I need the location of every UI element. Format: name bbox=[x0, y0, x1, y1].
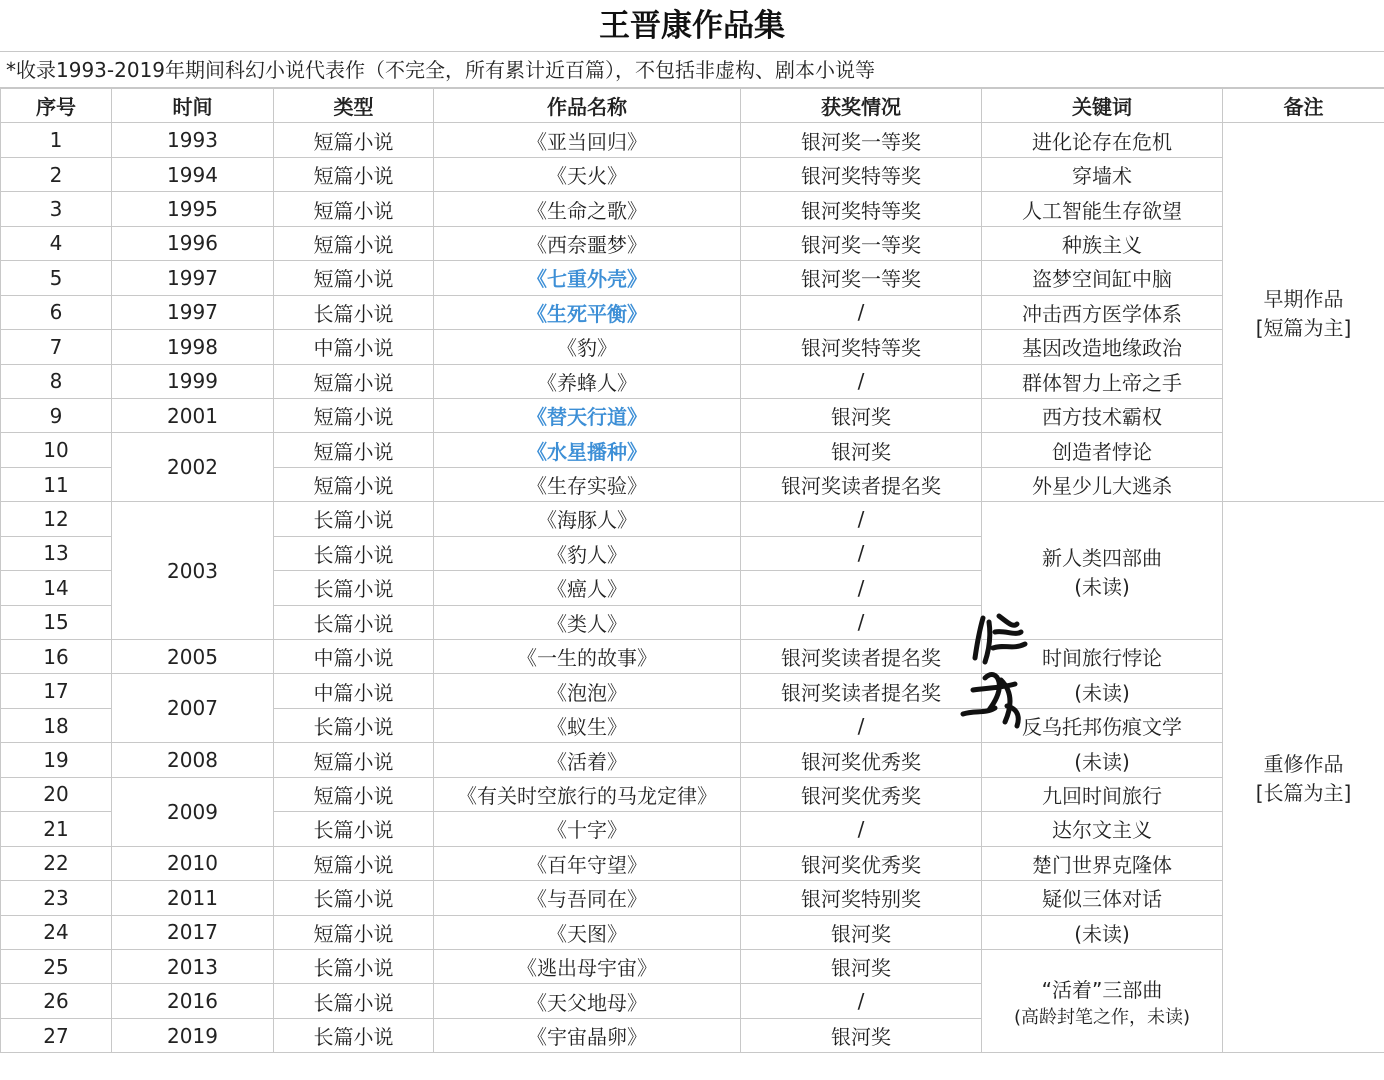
header-no: 序号 bbox=[1, 89, 112, 123]
cell-type: 短篇小说 bbox=[274, 192, 434, 226]
cell-award: / bbox=[741, 605, 982, 639]
cell-type: 短篇小说 bbox=[274, 846, 434, 880]
cell-year: 1994 bbox=[112, 157, 274, 191]
cell-year: 2016 bbox=[112, 984, 274, 1018]
cell-type: 短篇小说 bbox=[274, 777, 434, 811]
cell-type: 长篇小说 bbox=[274, 536, 434, 570]
cell-no: 19 bbox=[1, 743, 112, 777]
table-row bbox=[1, 123, 1384, 157]
keyword-line1: 新人类四部曲 bbox=[1042, 545, 1162, 570]
cell-name: 《一生的故事》 bbox=[434, 640, 741, 674]
cell-name-highlighted: 《生死平衡》 bbox=[434, 295, 741, 329]
cell-type: 长篇小说 bbox=[274, 295, 434, 329]
cell-keyword: 进化论存在危机 bbox=[982, 123, 1223, 157]
cell-year: 1997 bbox=[112, 295, 274, 329]
cell-name: 《豹》 bbox=[434, 330, 741, 364]
header-keyword: 关键词 bbox=[982, 89, 1223, 123]
cell-year: 2010 bbox=[112, 846, 274, 880]
cell-name: 《逃出母宇宙》 bbox=[434, 949, 741, 983]
page-title: 王晋康作品集 bbox=[0, 0, 1384, 52]
cell-name: 《天父地母》 bbox=[434, 984, 741, 1018]
header-year: 时间 bbox=[112, 89, 274, 123]
cell-no: 1 bbox=[1, 123, 112, 157]
cell-keyword: 人工智能生存欲望 bbox=[982, 192, 1223, 226]
cell-award: 银河奖优秀奖 bbox=[741, 777, 982, 811]
cell-type: 短篇小说 bbox=[274, 467, 434, 501]
cell-no: 9 bbox=[1, 398, 112, 432]
cell-award: 银河奖 bbox=[741, 1018, 982, 1052]
cell-keyword: 创造者悖论 bbox=[982, 433, 1223, 467]
cell-type: 短篇小说 bbox=[274, 226, 434, 260]
remark-revised-line2: [长篇为主] bbox=[1255, 781, 1352, 806]
cell-no: 25 bbox=[1, 949, 112, 983]
cell-award: / bbox=[741, 536, 982, 570]
cell-award: / bbox=[741, 295, 982, 329]
cell-type: 长篇小说 bbox=[274, 1018, 434, 1052]
cell-award: / bbox=[741, 708, 982, 742]
cell-no: 24 bbox=[1, 915, 112, 949]
cell-no: 3 bbox=[1, 192, 112, 226]
cell-no: 22 bbox=[1, 846, 112, 880]
cell-award: / bbox=[741, 502, 982, 536]
cell-type: 长篇小说 bbox=[274, 949, 434, 983]
cell-name: 《豹人》 bbox=[434, 536, 741, 570]
cell-name: 《蚁生》 bbox=[434, 708, 741, 742]
cell-keyword: 达尔文主义 bbox=[982, 812, 1223, 846]
table-row bbox=[1, 330, 1384, 364]
cell-name: 《宇宙晶卵》 bbox=[434, 1018, 741, 1052]
cell-keyword: 反乌托邦伤痕文学 bbox=[982, 708, 1223, 742]
cell-keyword: 盗梦空间缸中脑 bbox=[982, 261, 1223, 295]
cell-no: 10 bbox=[1, 433, 112, 467]
remark-revised bbox=[1223, 502, 1384, 1053]
keyword-line2: (未读) bbox=[1074, 574, 1130, 599]
table-header-row bbox=[1, 89, 1384, 123]
cell-year: 2013 bbox=[112, 949, 274, 983]
cell-no: 6 bbox=[1, 295, 112, 329]
cell-no: 15 bbox=[1, 605, 112, 639]
table-row bbox=[1, 157, 1384, 191]
cell-keyword: 基因改造地缘政治 bbox=[982, 330, 1223, 364]
remark-revised-line1: 重修作品 bbox=[1263, 752, 1344, 777]
cell-type: 长篇小说 bbox=[274, 605, 434, 639]
cell-no: 18 bbox=[1, 708, 112, 742]
remark-early-line2: [短篇为主] bbox=[1255, 316, 1352, 341]
remark-early bbox=[1223, 123, 1384, 502]
cell-name: 《海豚人》 bbox=[434, 502, 741, 536]
table-row bbox=[1, 433, 1384, 467]
cell-type: 短篇小说 bbox=[274, 398, 434, 432]
table-row bbox=[1, 295, 1384, 329]
cell-award: 银河奖一等奖 bbox=[741, 123, 982, 157]
cell-no: 2 bbox=[1, 157, 112, 191]
cell-award: / bbox=[741, 571, 982, 605]
cell-keyword: 穿墙术 bbox=[982, 157, 1223, 191]
cell-name: 《活着》 bbox=[434, 743, 741, 777]
cell-year: 2017 bbox=[112, 915, 274, 949]
cell-no: 12 bbox=[1, 502, 112, 536]
cell-keyword: 时间旅行悖论 bbox=[982, 640, 1223, 674]
cell-no: 4 bbox=[1, 226, 112, 260]
cell-no: 26 bbox=[1, 984, 112, 1018]
cell-no: 7 bbox=[1, 330, 112, 364]
cell-year: 2001 bbox=[112, 398, 274, 432]
cell-keyword: 外星少儿大逃杀 bbox=[982, 467, 1223, 501]
header-remark: 备注 bbox=[1223, 89, 1384, 123]
header-type: 类型 bbox=[274, 89, 434, 123]
cell-type: 短篇小说 bbox=[274, 743, 434, 777]
cell-award: 银河奖 bbox=[741, 433, 982, 467]
header-award: 获奖情况 bbox=[741, 89, 982, 123]
cell-award: 银河奖优秀奖 bbox=[741, 743, 982, 777]
cell-name: 《养蜂人》 bbox=[434, 364, 741, 398]
cell-award: 银河奖特别奖 bbox=[741, 881, 982, 915]
cell-award: / bbox=[741, 364, 982, 398]
cell-type: 短篇小说 bbox=[274, 261, 434, 295]
cell-award: 银河奖优秀奖 bbox=[741, 846, 982, 880]
table-row bbox=[1, 502, 1384, 536]
cell-year: 2008 bbox=[112, 743, 274, 777]
table-row bbox=[1, 949, 1384, 983]
cell-name: 《天火》 bbox=[434, 157, 741, 191]
cell-award: 银河奖一等奖 bbox=[741, 226, 982, 260]
cell-type: 长篇小说 bbox=[274, 812, 434, 846]
cell-year: 2009 bbox=[112, 777, 274, 846]
collection-note: *收录1993-2019年期间科幻小说代表作（不完全，所有累计近百篇），不包括非虚构、剧本小说等 bbox=[0, 52, 1384, 88]
header-name: 作品名称 bbox=[434, 89, 741, 123]
cell-year: 1996 bbox=[112, 226, 274, 260]
cell-name: 《与吾同在》 bbox=[434, 881, 741, 915]
cell-no: 11 bbox=[1, 467, 112, 501]
cell-no: 8 bbox=[1, 364, 112, 398]
cell-no: 23 bbox=[1, 881, 112, 915]
cell-type: 长篇小说 bbox=[274, 571, 434, 605]
cell-keyword: 九回时间旅行 bbox=[982, 777, 1223, 811]
cell-award: 银河奖读者提名奖 bbox=[741, 467, 982, 501]
works-table bbox=[0, 88, 1384, 1053]
cell-keyword: (未读) bbox=[982, 674, 1223, 708]
cell-no: 13 bbox=[1, 536, 112, 570]
cell-keyword: (未读) bbox=[982, 743, 1223, 777]
cell-no: 16 bbox=[1, 640, 112, 674]
table-row bbox=[1, 640, 1384, 674]
cell-no: 14 bbox=[1, 571, 112, 605]
cell-keyword-merged bbox=[982, 949, 1223, 1052]
cell-no: 5 bbox=[1, 261, 112, 295]
cell-year: 1993 bbox=[112, 123, 274, 157]
cell-no: 17 bbox=[1, 674, 112, 708]
cell-award: 银河奖特等奖 bbox=[741, 157, 982, 191]
cell-award: 银河奖 bbox=[741, 949, 982, 983]
cell-name: 《十字》 bbox=[434, 812, 741, 846]
cell-year: 1997 bbox=[112, 261, 274, 295]
keyword-line1: “活着”三部曲 bbox=[1041, 977, 1163, 1002]
cell-no: 20 bbox=[1, 777, 112, 811]
table-row bbox=[1, 364, 1384, 398]
cell-award: 银河奖 bbox=[741, 915, 982, 949]
cell-award: 银河奖 bbox=[741, 398, 982, 432]
cell-type: 短篇小说 bbox=[274, 157, 434, 191]
cell-name: 《癌人》 bbox=[434, 571, 741, 605]
remark-early-line1: 早期作品 bbox=[1263, 287, 1344, 312]
cell-name: 《有关时空旅行的马龙定律》 bbox=[434, 777, 741, 811]
cell-keyword: 冲击西方医学体系 bbox=[982, 295, 1223, 329]
cell-name: 《西奈噩梦》 bbox=[434, 226, 741, 260]
cell-type: 长篇小说 bbox=[274, 708, 434, 742]
cell-type: 短篇小说 bbox=[274, 364, 434, 398]
cell-no: 27 bbox=[1, 1018, 112, 1052]
cell-name: 《泡泡》 bbox=[434, 674, 741, 708]
cell-name: 《亚当回归》 bbox=[434, 123, 741, 157]
cell-year: 1995 bbox=[112, 192, 274, 226]
cell-keyword: (未读) bbox=[982, 915, 1223, 949]
cell-type: 中篇小说 bbox=[274, 640, 434, 674]
cell-name: 《类人》 bbox=[434, 605, 741, 639]
cell-award: 银河奖读者提名奖 bbox=[741, 640, 982, 674]
table-row bbox=[1, 674, 1384, 708]
cell-type: 短篇小说 bbox=[274, 123, 434, 157]
cell-year: 2005 bbox=[112, 640, 274, 674]
cell-year: 2003 bbox=[112, 502, 274, 640]
cell-name: 《天图》 bbox=[434, 915, 741, 949]
cell-no: 21 bbox=[1, 812, 112, 846]
cell-keyword-merged bbox=[982, 502, 1223, 640]
table-row bbox=[1, 226, 1384, 260]
cell-keyword: 种族主义 bbox=[982, 226, 1223, 260]
cell-award: 银河奖一等奖 bbox=[741, 261, 982, 295]
cell-year: 2007 bbox=[112, 674, 274, 743]
cell-year: 2011 bbox=[112, 881, 274, 915]
cell-name: 《生存实验》 bbox=[434, 467, 741, 501]
cell-name-highlighted: 《水星播种》 bbox=[434, 433, 741, 467]
cell-award: 银河奖特等奖 bbox=[741, 192, 982, 226]
table-row bbox=[1, 398, 1384, 432]
cell-award: 银河奖特等奖 bbox=[741, 330, 982, 364]
cell-type: 中篇小说 bbox=[274, 674, 434, 708]
cell-type: 中篇小说 bbox=[274, 330, 434, 364]
cell-year: 1998 bbox=[112, 330, 274, 364]
cell-keyword: 西方技术霸权 bbox=[982, 398, 1223, 432]
cell-type: 短篇小说 bbox=[274, 915, 434, 949]
table-row bbox=[1, 846, 1384, 880]
cell-award: / bbox=[741, 984, 982, 1018]
cell-type: 长篇小说 bbox=[274, 984, 434, 1018]
cell-type: 短篇小说 bbox=[274, 433, 434, 467]
table-row bbox=[1, 743, 1384, 777]
cell-name: 《生命之歌》 bbox=[434, 192, 741, 226]
cell-type: 长篇小说 bbox=[274, 502, 434, 536]
cell-keyword: 疑似三体对话 bbox=[982, 881, 1223, 915]
cell-type: 长篇小说 bbox=[274, 881, 434, 915]
table-row bbox=[1, 261, 1384, 295]
table-row bbox=[1, 192, 1384, 226]
cell-keyword: 楚门世界克隆体 bbox=[982, 846, 1223, 880]
keyword-line2: (高龄封笔之作，未读) bbox=[1013, 1006, 1191, 1028]
table-row bbox=[1, 777, 1384, 811]
cell-name: 《百年守望》 bbox=[434, 846, 741, 880]
cell-year: 1999 bbox=[112, 364, 274, 398]
cell-keyword: 群体智力上帝之手 bbox=[982, 364, 1223, 398]
cell-name-highlighted: 《七重外壳》 bbox=[434, 261, 741, 295]
cell-award: 银河奖读者提名奖 bbox=[741, 674, 982, 708]
cell-award: / bbox=[741, 812, 982, 846]
table-row bbox=[1, 915, 1384, 949]
table-row bbox=[1, 881, 1384, 915]
cell-name-highlighted: 《替天行道》 bbox=[434, 398, 741, 432]
cell-year: 2019 bbox=[112, 1018, 274, 1052]
cell-year: 2002 bbox=[112, 433, 274, 502]
